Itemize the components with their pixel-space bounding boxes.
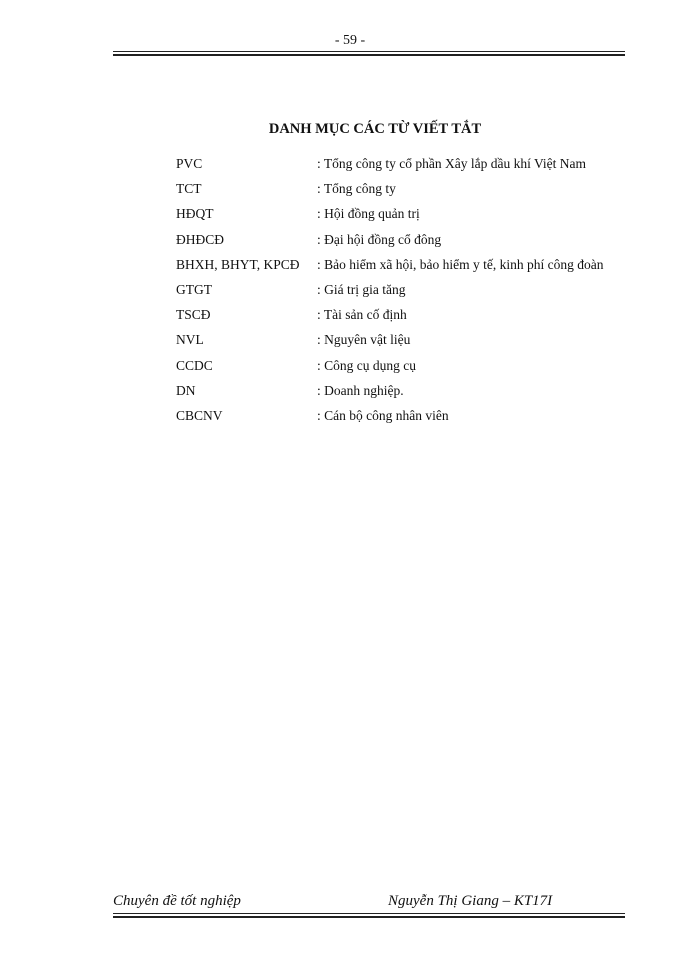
abbreviation-definition: : Tổng công ty [317, 181, 396, 197]
abbreviation-term: NVL [176, 332, 204, 348]
abbreviation-term: TCT [176, 181, 202, 197]
abbreviation-definition: : Nguyên vật liệu [317, 332, 411, 348]
abbreviation-term: TSCĐ [176, 307, 211, 323]
abbreviation-list [176, 151, 646, 428]
page-number: - 59 - [334, 33, 366, 48]
footer-document-title: Chuyên đề tốt nghiệp [113, 893, 241, 909]
abbreviation-definition: : Công cụ dụng cụ [317, 357, 416, 373]
abbreviation-definition: : Hội đồng quản trị [317, 206, 420, 222]
abbreviation-term: CCDC [176, 357, 213, 373]
list-item [176, 201, 646, 226]
abbreviation-term: GTGT [176, 281, 212, 297]
abbreviation-term: PVC [176, 156, 203, 171]
footer-rule-top [113, 913, 625, 914]
footer-author: Nguyễn Thị Giang – KT17I [388, 893, 553, 909]
footer-rule-bottom [113, 916, 625, 918]
abbreviation-definition: : Bảo hiểm xã hội, bảo hiểm y tế, kinh phí công đoàn [317, 256, 604, 272]
list-item [176, 378, 646, 403]
header-rule-top [113, 51, 625, 52]
page-title: DANH MỤC CÁC TỪ VIẾT TẮT [268, 121, 482, 137]
list-item [176, 327, 646, 352]
abbreviation-definition: : Tài sản cố định [317, 307, 407, 323]
abbreviation-definition: : Cán bộ công nhân viên [317, 407, 449, 423]
abbreviation-definition: : Giá trị gia tăng [317, 281, 406, 297]
list-item [176, 252, 646, 277]
list-item [176, 403, 646, 428]
list-item [176, 151, 646, 176]
abbreviation-term: HĐQT [176, 206, 214, 222]
abbreviation-term: BHXH, BHYT, KPCĐ [176, 256, 300, 272]
list-item [176, 176, 646, 201]
abbreviation-term: CBCNV [176, 407, 223, 423]
header-rule-bottom [113, 54, 625, 56]
abbreviation-term: DN [176, 382, 196, 398]
list-item [176, 277, 646, 302]
abbreviation-definition: : Tổng công ty cổ phần Xây lắp dầu khí Việt Nam [317, 156, 587, 171]
abbreviation-definition: : Đại hội đồng cổ đông [317, 231, 442, 247]
list-item [176, 227, 646, 252]
list-item [176, 302, 646, 327]
abbreviation-definition: : Doanh nghiệp. [317, 382, 404, 398]
abbreviation-term: ĐHĐCĐ [176, 231, 225, 247]
list-item [176, 353, 646, 378]
